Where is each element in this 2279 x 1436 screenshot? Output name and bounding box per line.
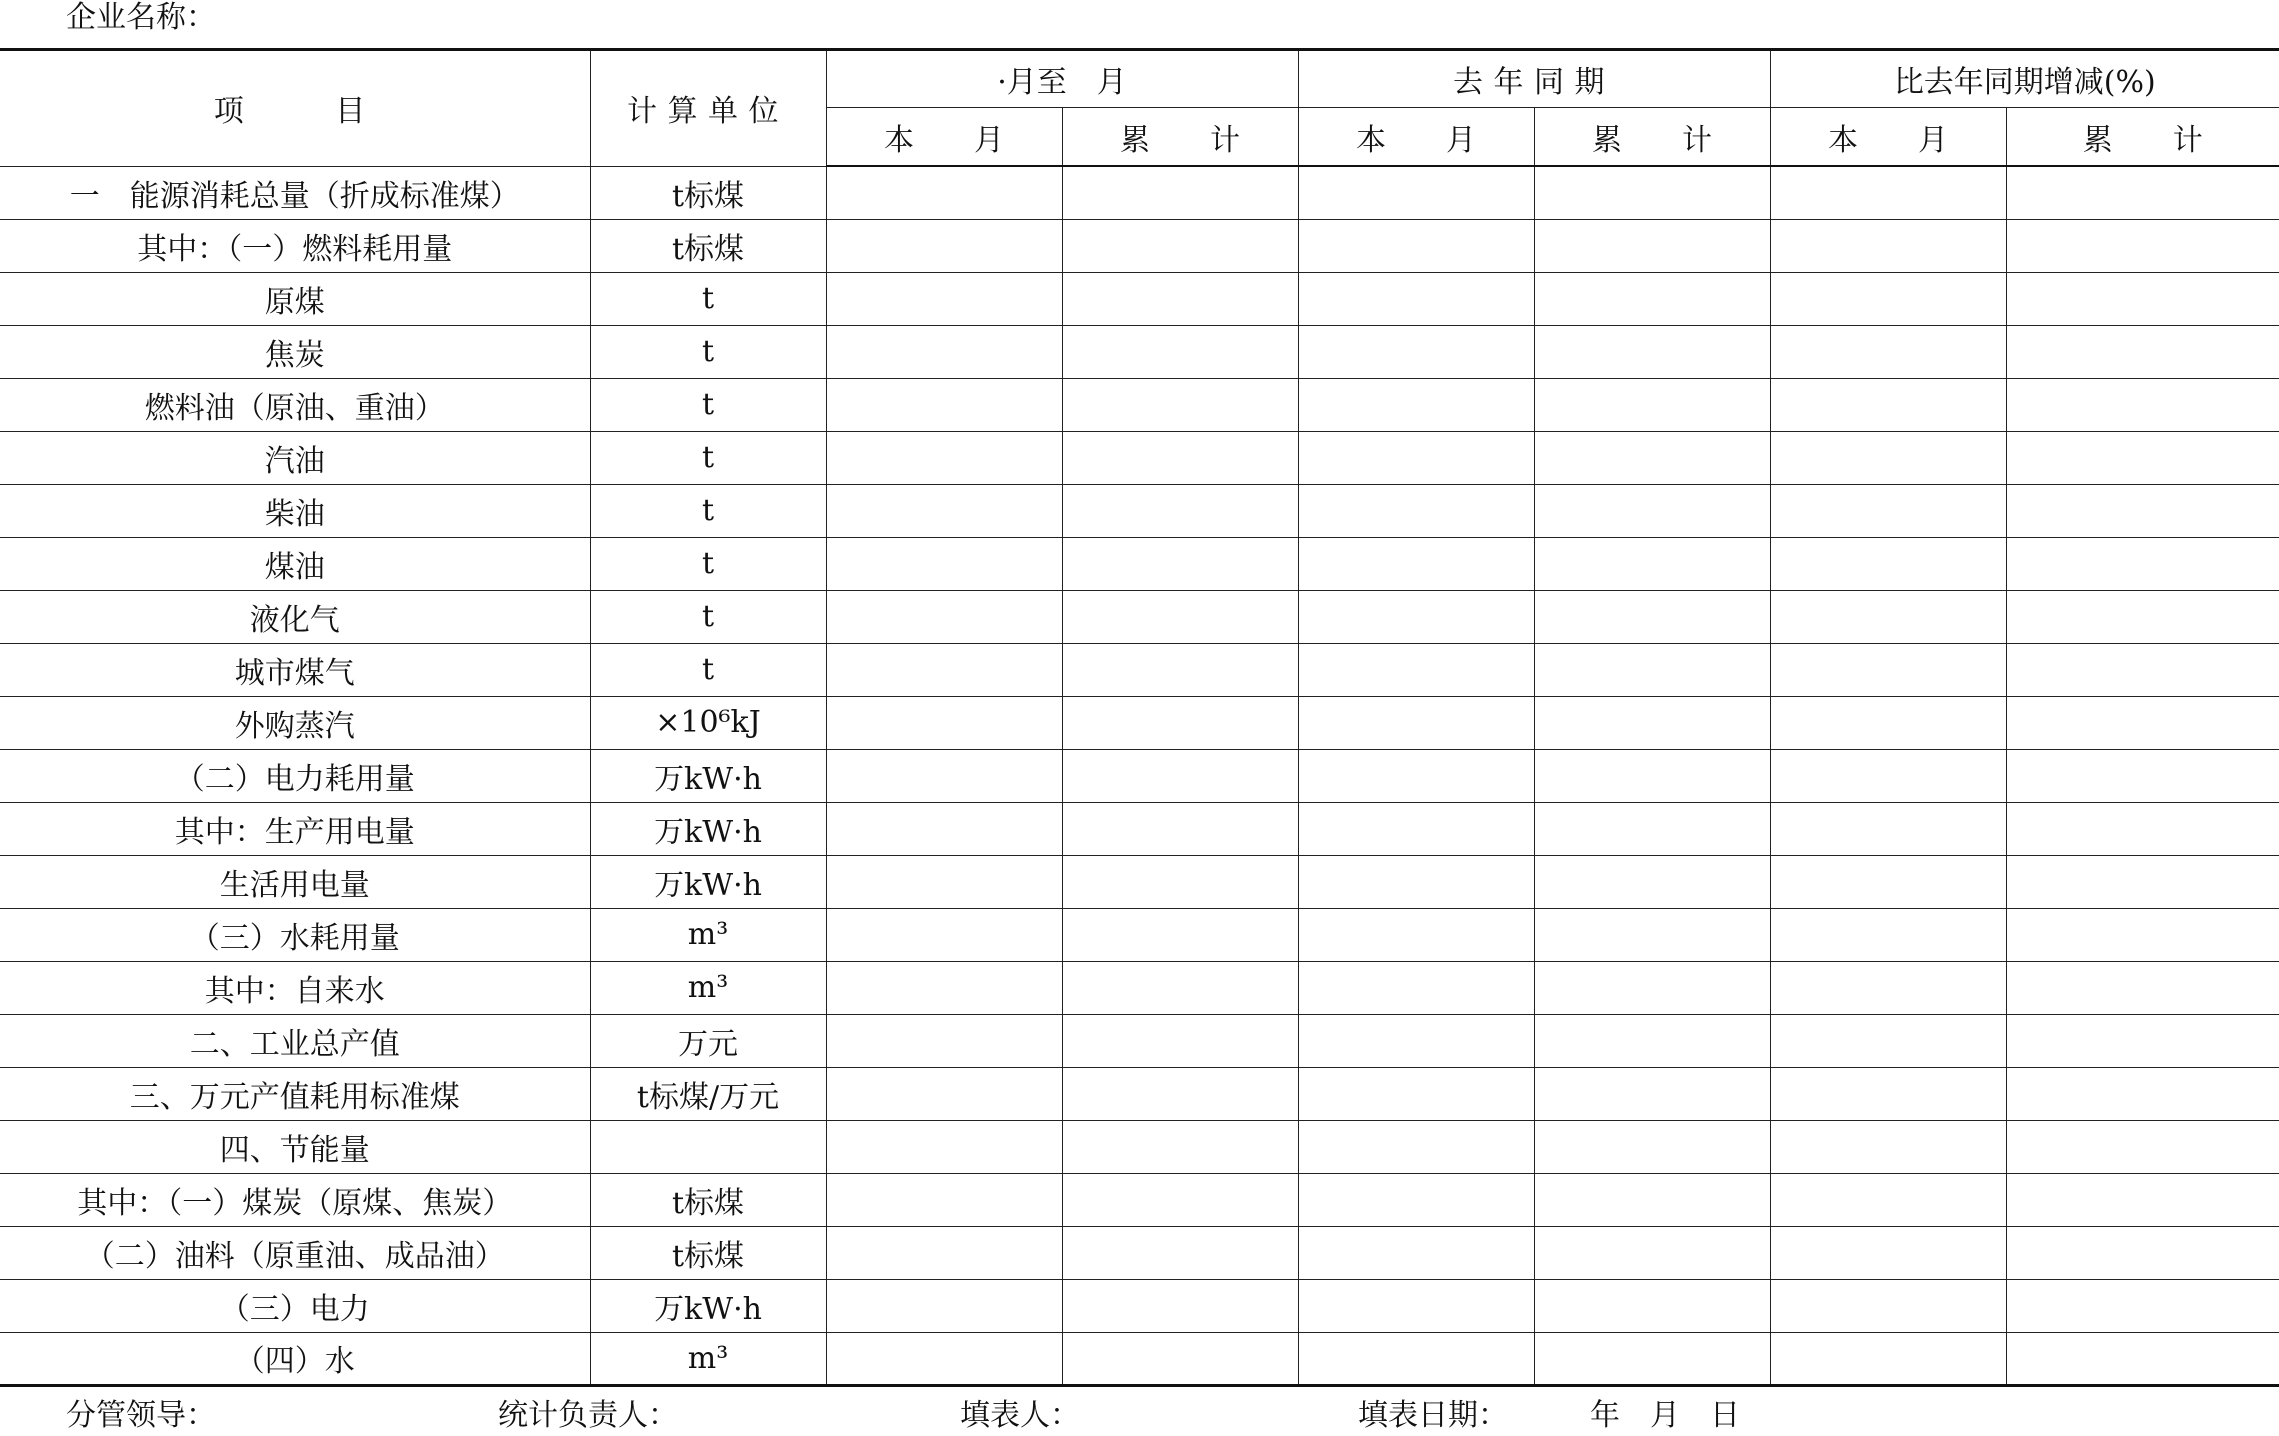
header-period: ·月至 月: [826, 50, 1298, 108]
row-unit: t: [590, 590, 826, 643]
value-cell[interactable]: [1534, 1014, 1770, 1067]
table-body: [0, 166, 2279, 1385]
value-cell[interactable]: [1298, 1173, 1534, 1226]
table-row: [0, 272, 2279, 325]
header-period-current: 本 月: [826, 108, 1062, 167]
table-row: [0, 696, 2279, 749]
table-row: [0, 1014, 2279, 1067]
signature-footer: [0, 1396, 2279, 1436]
row-unit: t: [590, 484, 826, 537]
row-unit: t标煤: [590, 1173, 826, 1226]
value-cell[interactable]: [2006, 484, 2279, 537]
value-cell[interactable]: [1770, 961, 2006, 1014]
value-cell[interactable]: [1062, 802, 1298, 855]
value-cell[interactable]: [826, 1120, 1062, 1173]
row-item: 四、节能量: [0, 1120, 590, 1173]
row-item: （四）水: [0, 1332, 590, 1385]
value-cell[interactable]: [1534, 908, 1770, 961]
value-cell[interactable]: [1298, 1120, 1534, 1173]
value-cell[interactable]: [1298, 643, 1534, 696]
value-cell[interactable]: [1534, 272, 1770, 325]
value-cell[interactable]: [1534, 166, 1770, 219]
value-cell[interactable]: [2006, 431, 2279, 484]
value-cell[interactable]: [1534, 1067, 1770, 1120]
row-unit: m³: [590, 1332, 826, 1385]
row-item: 煤油: [0, 537, 590, 590]
value-cell[interactable]: [1770, 1067, 2006, 1120]
value-cell[interactable]: [2006, 590, 2279, 643]
value-cell[interactable]: [1298, 484, 1534, 537]
row-unit: t: [590, 643, 826, 696]
value-cell[interactable]: [1298, 378, 1534, 431]
table-row: [0, 590, 2279, 643]
value-cell[interactable]: [1770, 484, 2006, 537]
value-cell[interactable]: [1770, 378, 2006, 431]
row-unit: 万kW·h: [590, 855, 826, 908]
value-cell[interactable]: [1062, 219, 1298, 272]
row-unit: 万kW·h: [590, 802, 826, 855]
header-change-cumulative: 累 计: [2006, 108, 2279, 167]
value-cell[interactable]: [1770, 802, 2006, 855]
value-cell[interactable]: [1770, 431, 2006, 484]
row-item: 生活用电量: [0, 855, 590, 908]
value-cell[interactable]: [1534, 484, 1770, 537]
table-row: [0, 378, 2279, 431]
value-cell[interactable]: [826, 537, 1062, 590]
row-item: 三、万元产值耗用标准煤: [0, 1067, 590, 1120]
value-cell[interactable]: [1062, 855, 1298, 908]
value-cell[interactable]: [1534, 537, 1770, 590]
header-last-year: 去年同期: [1298, 50, 1770, 108]
row-unit: t标煤: [590, 1226, 826, 1279]
value-cell[interactable]: [1534, 1120, 1770, 1173]
value-cell[interactable]: [1062, 325, 1298, 378]
table-row: [0, 1120, 2279, 1173]
row-unit: m³: [590, 961, 826, 1014]
value-cell[interactable]: [1062, 749, 1298, 802]
value-cell[interactable]: [2006, 1173, 2279, 1226]
value-cell[interactable]: [2006, 1014, 2279, 1067]
row-unit: t: [590, 537, 826, 590]
value-cell[interactable]: [1298, 696, 1534, 749]
value-cell[interactable]: [1770, 696, 2006, 749]
value-cell[interactable]: [1298, 1014, 1534, 1067]
value-cell[interactable]: [1770, 1332, 2006, 1385]
table-row: [0, 1226, 2279, 1279]
header-change: 比去年同期增减(%): [1770, 50, 2279, 108]
value-cell[interactable]: [1534, 1226, 1770, 1279]
row-unit: t标煤: [590, 219, 826, 272]
row-item: 柴油: [0, 484, 590, 537]
table-row: [0, 1067, 2279, 1120]
value-cell[interactable]: [1534, 1173, 1770, 1226]
table-row: [0, 537, 2279, 590]
value-cell[interactable]: [1062, 431, 1298, 484]
value-cell[interactable]: [1062, 1226, 1298, 1279]
header-last-year-current: 本 月: [1298, 108, 1534, 167]
row-item: 汽油: [0, 431, 590, 484]
row-unit: t: [590, 272, 826, 325]
value-cell[interactable]: [1534, 378, 1770, 431]
value-cell[interactable]: [1770, 1120, 2006, 1173]
value-cell[interactable]: [1534, 802, 1770, 855]
row-item: 其中：自来水: [0, 961, 590, 1014]
value-cell[interactable]: [1062, 1014, 1298, 1067]
value-cell[interactable]: [1534, 431, 1770, 484]
value-cell[interactable]: [1298, 908, 1534, 961]
value-cell[interactable]: [826, 590, 1062, 643]
value-cell[interactable]: [2006, 1332, 2279, 1385]
value-cell[interactable]: [1534, 643, 1770, 696]
row-unit: t标煤: [590, 166, 826, 219]
value-cell[interactable]: [826, 325, 1062, 378]
value-cell[interactable]: [2006, 855, 2279, 908]
value-cell[interactable]: [826, 855, 1062, 908]
header-unit: 计算单位: [590, 50, 826, 167]
value-cell[interactable]: [2006, 643, 2279, 696]
table-row: [0, 484, 2279, 537]
value-cell[interactable]: [2006, 1067, 2279, 1120]
value-cell[interactable]: [1298, 590, 1534, 643]
row-item: 原煤: [0, 272, 590, 325]
row-unit: t: [590, 431, 826, 484]
value-cell[interactable]: [1770, 537, 2006, 590]
value-cell[interactable]: [2006, 802, 2279, 855]
row-item: 焦炭: [0, 325, 590, 378]
value-cell[interactable]: [826, 1279, 1062, 1332]
row-item: 外购蒸汽: [0, 696, 590, 749]
value-cell[interactable]: [826, 696, 1062, 749]
value-cell[interactable]: [826, 1173, 1062, 1226]
footer-leader: 分管领导：: [66, 1398, 216, 1433]
value-cell[interactable]: [1770, 643, 2006, 696]
value-cell[interactable]: [1298, 1226, 1534, 1279]
table-row: [0, 802, 2279, 855]
value-cell[interactable]: [1770, 1014, 2006, 1067]
value-cell[interactable]: [826, 1067, 1062, 1120]
row-unit: m³: [590, 908, 826, 961]
value-cell[interactable]: [1770, 1173, 2006, 1226]
value-cell[interactable]: [1062, 643, 1298, 696]
value-cell[interactable]: [1534, 219, 1770, 272]
table-row: [0, 908, 2279, 961]
table-row: [0, 431, 2279, 484]
value-cell[interactable]: [2006, 272, 2279, 325]
value-cell[interactable]: [1534, 961, 1770, 1014]
value-cell[interactable]: [1534, 696, 1770, 749]
footer-date-label: 填表日期：: [1358, 1398, 1508, 1433]
table-row: [0, 1279, 2279, 1332]
row-item: 其中：（一）煤炭（原煤、焦炭）: [0, 1173, 590, 1226]
footer-stats-head: 统计负责人：: [498, 1398, 678, 1433]
value-cell[interactable]: [826, 908, 1062, 961]
value-cell[interactable]: [2006, 749, 2279, 802]
value-cell[interactable]: [1770, 749, 2006, 802]
header-item: 项 目: [0, 50, 590, 167]
table-row: [0, 1332, 2279, 1385]
row-item: 其中：（一）燃料耗用量: [0, 219, 590, 272]
row-item: 一 能源消耗总量（折成标准煤）: [0, 166, 590, 219]
value-cell[interactable]: [1062, 1279, 1298, 1332]
table-row: [0, 219, 2279, 272]
value-cell[interactable]: [826, 484, 1062, 537]
value-cell[interactable]: [1534, 325, 1770, 378]
value-cell[interactable]: [1298, 1067, 1534, 1120]
value-cell[interactable]: [1062, 272, 1298, 325]
value-cell[interactable]: [1062, 1332, 1298, 1385]
value-cell[interactable]: [1534, 1332, 1770, 1385]
row-item: 二、工业总产值: [0, 1014, 590, 1067]
value-cell[interactable]: [826, 378, 1062, 431]
value-cell[interactable]: [1770, 219, 2006, 272]
value-cell[interactable]: [1770, 1226, 2006, 1279]
value-cell[interactable]: [1770, 908, 2006, 961]
value-cell[interactable]: [1062, 1120, 1298, 1173]
value-cell[interactable]: [826, 802, 1062, 855]
value-cell[interactable]: [1298, 431, 1534, 484]
value-cell[interactable]: [2006, 166, 2279, 219]
table-row: [0, 325, 2279, 378]
value-cell[interactable]: [1770, 325, 2006, 378]
row-unit: 万元: [590, 1014, 826, 1067]
row-item: （三）电力: [0, 1279, 590, 1332]
value-cell[interactable]: [826, 1014, 1062, 1067]
value-cell[interactable]: [2006, 1226, 2279, 1279]
value-cell[interactable]: [1062, 166, 1298, 219]
value-cell[interactable]: [1298, 1332, 1534, 1385]
value-cell[interactable]: [1770, 272, 2006, 325]
value-cell[interactable]: [1298, 537, 1534, 590]
value-cell[interactable]: [1062, 1173, 1298, 1226]
value-cell[interactable]: [826, 1332, 1062, 1385]
table-row: [0, 166, 2279, 219]
header-change-current: 本 月: [1770, 108, 2006, 167]
value-cell[interactable]: [2006, 908, 2279, 961]
footer-filler: 填表人：: [960, 1398, 1080, 1433]
value-cell[interactable]: [1534, 855, 1770, 908]
value-cell[interactable]: [826, 272, 1062, 325]
value-cell[interactable]: [2006, 961, 2279, 1014]
value-cell[interactable]: [1298, 272, 1534, 325]
value-cell[interactable]: [826, 166, 1062, 219]
row-item: 其中：生产用电量: [0, 802, 590, 855]
footer-date-fields: 年 月 日: [1590, 1398, 1740, 1433]
value-cell[interactable]: [2006, 219, 2279, 272]
value-cell[interactable]: [826, 643, 1062, 696]
energy-consumption-table: [0, 48, 2279, 1387]
value-cell[interactable]: [1062, 696, 1298, 749]
row-unit: 万kW·h: [590, 749, 826, 802]
value-cell[interactable]: [1298, 749, 1534, 802]
row-unit: 万kW·h: [590, 1279, 826, 1332]
value-cell[interactable]: [2006, 696, 2279, 749]
row-unit: ×10⁶kJ: [590, 696, 826, 749]
value-cell[interactable]: [2006, 537, 2279, 590]
value-cell[interactable]: [1062, 537, 1298, 590]
row-unit: t标煤/万元: [590, 1067, 826, 1120]
value-cell[interactable]: [826, 749, 1062, 802]
value-cell[interactable]: [1298, 961, 1534, 1014]
value-cell[interactable]: [1062, 961, 1298, 1014]
value-cell[interactable]: [826, 431, 1062, 484]
table-row: [0, 961, 2279, 1014]
value-cell[interactable]: [1534, 590, 1770, 643]
value-cell[interactable]: [1770, 590, 2006, 643]
row-unit: [590, 1120, 826, 1173]
row-item: 城市煤气: [0, 643, 590, 696]
value-cell[interactable]: [1770, 166, 2006, 219]
value-cell[interactable]: [1298, 219, 1534, 272]
value-cell[interactable]: [1770, 1279, 2006, 1332]
row-unit: t: [590, 378, 826, 431]
value-cell[interactable]: [1062, 378, 1298, 431]
row-item: （二）油料（原重油、成品油）: [0, 1226, 590, 1279]
value-cell[interactable]: [1062, 484, 1298, 537]
header-last-year-cumulative: 累 计: [1534, 108, 1770, 167]
header-period-cumulative: 累 计: [1062, 108, 1298, 167]
value-cell[interactable]: [2006, 1120, 2279, 1173]
value-cell[interactable]: [826, 219, 1062, 272]
table-row: [0, 749, 2279, 802]
value-cell[interactable]: [2006, 1279, 2279, 1332]
value-cell[interactable]: [1062, 908, 1298, 961]
row-item: （二）电力耗用量: [0, 749, 590, 802]
value-cell[interactable]: [1534, 749, 1770, 802]
value-cell[interactable]: [2006, 378, 2279, 431]
enterprise-name-label: 企业名称：: [66, 0, 216, 35]
value-cell[interactable]: [1298, 855, 1534, 908]
table-row: [0, 855, 2279, 908]
value-cell[interactable]: [1770, 855, 2006, 908]
value-cell[interactable]: [1298, 1279, 1534, 1332]
value-cell[interactable]: [1298, 802, 1534, 855]
value-cell[interactable]: [1534, 1279, 1770, 1332]
row-item: 燃料油（原油、重油）: [0, 378, 590, 431]
value-cell[interactable]: [826, 1226, 1062, 1279]
table-row: [0, 1173, 2279, 1226]
row-item: 液化气: [0, 590, 590, 643]
row-item: （三）水耗用量: [0, 908, 590, 961]
table-row: [0, 643, 2279, 696]
value-cell[interactable]: [1062, 1067, 1298, 1120]
value-cell[interactable]: [1298, 166, 1534, 219]
value-cell[interactable]: [2006, 325, 2279, 378]
value-cell[interactable]: [826, 961, 1062, 1014]
row-unit: t: [590, 325, 826, 378]
value-cell[interactable]: [1298, 325, 1534, 378]
value-cell[interactable]: [1062, 590, 1298, 643]
